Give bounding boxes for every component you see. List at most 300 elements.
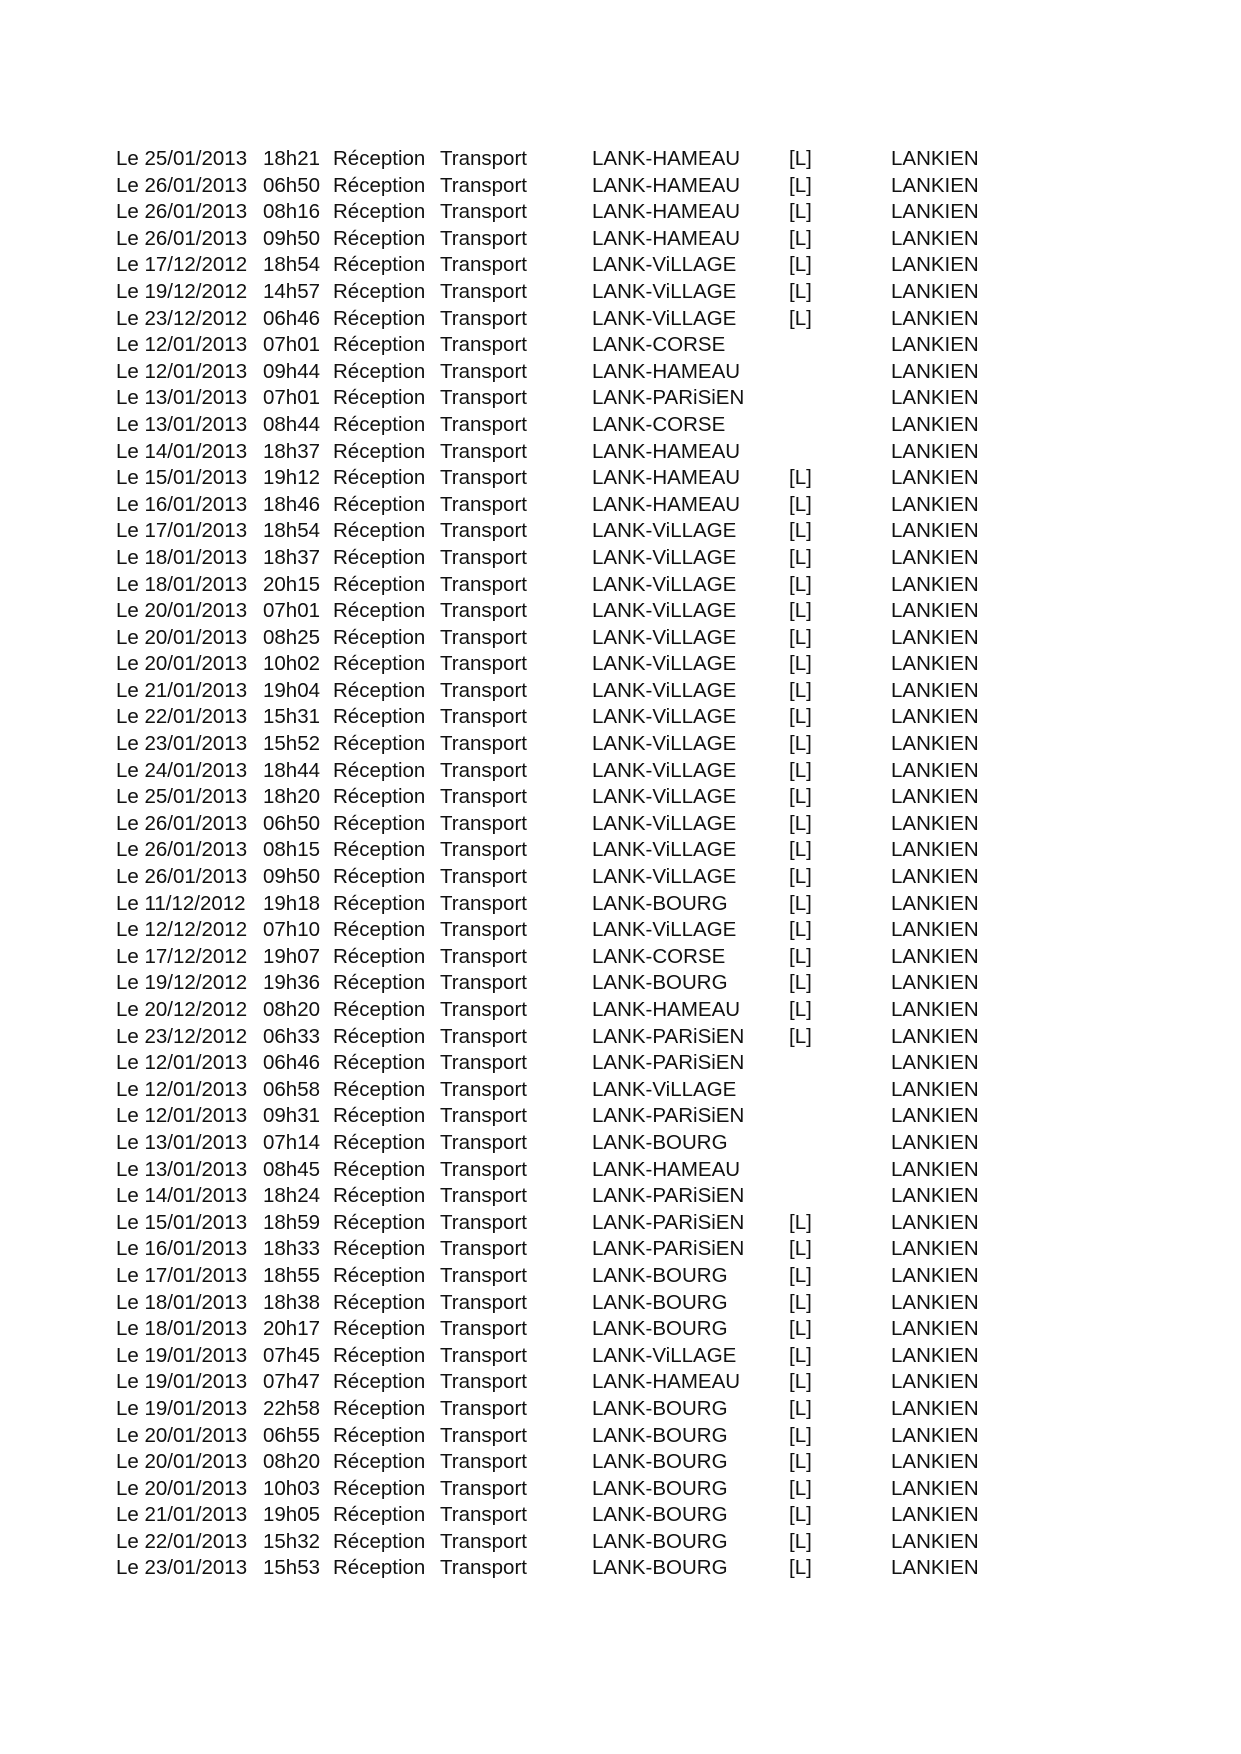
category-cell: Transport [440, 971, 527, 995]
time-cell: 06h46 [263, 306, 321, 330]
user-cell: LANKIEN [891, 253, 979, 277]
destination-cell: LANK-BOURG [592, 1423, 728, 1447]
category-cell: Transport [440, 705, 527, 729]
date-cell: Le 21/01/2013 [116, 678, 248, 702]
type-cell: Réception [333, 306, 426, 330]
table-row [0, 385, 1241, 412]
type-cell: Réception [333, 466, 426, 490]
category-cell: Transport [440, 1396, 527, 1420]
date-cell: Le 12/01/2013 [116, 333, 248, 357]
category-cell: Transport [440, 253, 527, 277]
time-cell: 18h24 [263, 1184, 321, 1208]
flag-cell: [L] [789, 147, 812, 170]
type-cell: Réception [333, 891, 426, 915]
date-cell: Le 12/01/2013 [116, 1077, 248, 1101]
destination-cell: LANK-ViLLAGE [592, 705, 737, 729]
category-cell: Transport [440, 1529, 527, 1553]
category-cell: Transport [440, 1130, 527, 1154]
destination-cell: LANK-ViLLAGE [592, 306, 737, 330]
date-cell: Le 16/01/2013 [116, 492, 248, 516]
date-cell: Le 23/12/2012 [116, 1024, 248, 1048]
time-cell: 19h07 [263, 944, 321, 968]
type-cell: Réception [333, 1157, 426, 1181]
user-cell: LANKIEN [891, 1503, 979, 1527]
date-cell: Le 22/01/2013 [116, 705, 248, 729]
type-cell: Réception [333, 758, 426, 782]
user-cell: LANKIEN [891, 1290, 979, 1314]
table-row [0, 944, 1241, 971]
user-cell: LANKIEN [891, 279, 979, 303]
table-row [0, 279, 1241, 306]
type-cell: Réception [333, 918, 426, 942]
flag-cell: [L] [789, 732, 812, 756]
date-cell: Le 13/01/2013 [116, 412, 248, 436]
category-cell: Transport [440, 412, 527, 436]
user-cell: LANKIEN [891, 147, 979, 170]
flag-cell: [L] [789, 652, 812, 676]
category-cell: Transport [440, 998, 527, 1021]
category-cell: Transport [440, 1343, 527, 1367]
time-cell: 18h55 [263, 1263, 321, 1287]
destination-cell: LANK-BOURG [592, 1450, 728, 1474]
time-cell: 19h05 [263, 1503, 321, 1527]
user-cell: LANKIEN [891, 1157, 979, 1181]
date-cell: Le 26/01/2013 [116, 226, 248, 250]
category-cell: Transport [440, 811, 527, 835]
type-cell: Réception [333, 1343, 426, 1367]
destination-cell: LANK-HAMEAU [592, 466, 741, 490]
date-cell: Le 15/01/2013 [116, 466, 248, 490]
table-row [0, 1210, 1241, 1237]
destination-cell: LANK-CORSE [592, 333, 726, 357]
user-cell: LANKIEN [891, 705, 979, 729]
date-cell: Le 17/01/2013 [116, 1263, 248, 1287]
flag-cell: [L] [789, 678, 812, 702]
category-cell: Transport [440, 519, 527, 543]
destination-cell: LANK-ViLLAGE [592, 865, 737, 889]
table-row [0, 1024, 1241, 1051]
time-cell: 18h38 [263, 1290, 321, 1314]
flag-cell: [L] [789, 466, 812, 490]
time-cell: 06h58 [263, 1077, 321, 1101]
date-cell: Le 18/01/2013 [116, 1317, 248, 1341]
flag-cell: [L] [789, 226, 812, 250]
date-cell: Le 20/12/2012 [116, 998, 248, 1021]
type-cell: Réception [333, 492, 426, 516]
time-cell: 18h20 [263, 785, 321, 809]
date-cell: Le 23/12/2012 [116, 306, 248, 330]
user-cell: LANKIEN [891, 678, 979, 702]
table-row [0, 864, 1241, 891]
destination-cell: LANK-ViLLAGE [592, 1343, 737, 1367]
table-row [0, 572, 1241, 599]
user-cell: LANKIEN [891, 838, 979, 862]
category-cell: Transport [440, 147, 527, 170]
category-cell: Transport [440, 1157, 527, 1181]
user-cell: LANKIEN [891, 758, 979, 782]
flag-cell: [L] [789, 492, 812, 516]
destination-cell: LANK-ViLLAGE [592, 838, 737, 862]
flag-cell: [L] [789, 625, 812, 649]
table-row [0, 173, 1241, 200]
table-row [0, 1343, 1241, 1370]
category-cell: Transport [440, 226, 527, 250]
destination-cell: LANK-ViLLAGE [592, 811, 737, 835]
category-cell: Transport [440, 1237, 527, 1261]
user-cell: LANKIEN [891, 891, 979, 915]
time-cell: 07h45 [263, 1343, 321, 1367]
table-row [0, 731, 1241, 758]
time-cell: 18h54 [263, 519, 321, 543]
user-cell: LANKIEN [891, 865, 979, 889]
table-row [0, 226, 1241, 253]
destination-cell: LANK-BOURG [592, 1290, 728, 1314]
type-cell: Réception [333, 652, 426, 676]
category-cell: Transport [440, 1370, 527, 1394]
table-row [0, 758, 1241, 785]
type-cell: Réception [333, 1450, 426, 1474]
flag-cell: [L] [789, 998, 812, 1021]
time-cell: 08h20 [263, 998, 321, 1021]
type-cell: Réception [333, 519, 426, 543]
user-cell: LANKIEN [891, 1210, 979, 1234]
time-cell: 19h36 [263, 971, 321, 995]
type-cell: Réception [333, 572, 426, 596]
user-cell: LANKIEN [891, 173, 979, 197]
destination-cell: LANK-BOURG [592, 1396, 728, 1420]
type-cell: Réception [333, 1290, 426, 1314]
date-cell: Le 16/01/2013 [116, 1237, 248, 1261]
category-cell: Transport [440, 1210, 527, 1234]
flag-cell: [L] [789, 1529, 812, 1553]
destination-cell: LANK-ViLLAGE [592, 732, 737, 756]
user-cell: LANKIEN [891, 1450, 979, 1474]
category-cell: Transport [440, 200, 527, 224]
date-cell: Le 25/01/2013 [116, 147, 248, 170]
time-cell: 07h01 [263, 386, 321, 410]
destination-cell: LANK-HAMEAU [592, 147, 741, 170]
category-cell: Transport [440, 838, 527, 862]
date-cell: Le 12/01/2013 [116, 1104, 248, 1128]
table-row [0, 412, 1241, 439]
date-cell: Le 14/01/2013 [116, 1184, 248, 1208]
destination-cell: LANK-HAMEAU [592, 200, 741, 224]
table-row [0, 1316, 1241, 1343]
category-cell: Transport [440, 944, 527, 968]
type-cell: Réception [333, 1237, 426, 1261]
category-cell: Transport [440, 333, 527, 357]
date-cell: Le 19/12/2012 [116, 279, 248, 303]
type-cell: Réception [333, 1263, 426, 1287]
date-cell: Le 22/01/2013 [116, 1529, 248, 1553]
category-cell: Transport [440, 1423, 527, 1447]
flag-cell: [L] [789, 1503, 812, 1527]
date-cell: Le 17/01/2013 [116, 519, 248, 543]
destination-cell: LANK-PARiSiEN [592, 1024, 745, 1048]
category-cell: Transport [440, 865, 527, 889]
date-cell: Le 19/01/2013 [116, 1343, 248, 1367]
destination-cell: LANK-BOURG [592, 1476, 728, 1500]
date-cell: Le 15/01/2013 [116, 1210, 248, 1234]
user-cell: LANKIEN [891, 1343, 979, 1367]
date-cell: Le 26/01/2013 [116, 838, 248, 862]
table-row [0, 811, 1241, 838]
table-row [0, 306, 1241, 333]
user-cell: LANKIEN [891, 1051, 979, 1075]
type-cell: Réception [333, 1423, 426, 1447]
date-cell: Le 12/01/2013 [116, 1051, 248, 1075]
table-row [0, 1263, 1241, 1290]
user-cell: LANKIEN [891, 572, 979, 596]
flag-cell: [L] [789, 705, 812, 729]
date-cell: Le 13/01/2013 [116, 386, 248, 410]
type-cell: Réception [333, 1556, 426, 1580]
table-row [0, 891, 1241, 918]
category-cell: Transport [440, 439, 527, 463]
category-cell: Transport [440, 918, 527, 942]
date-cell: Le 20/01/2013 [116, 652, 248, 676]
flag-cell: [L] [789, 1476, 812, 1500]
user-cell: LANKIEN [891, 386, 979, 410]
time-cell: 18h33 [263, 1237, 321, 1261]
table-row [0, 146, 1241, 173]
type-cell: Réception [333, 226, 426, 250]
destination-cell: LANK-ViLLAGE [592, 572, 737, 596]
table-row [0, 598, 1241, 625]
table-row [0, 492, 1241, 519]
table-row [0, 1396, 1241, 1423]
date-cell: Le 20/01/2013 [116, 1423, 248, 1447]
category-cell: Transport [440, 306, 527, 330]
time-cell: 18h59 [263, 1210, 321, 1234]
table-row [0, 1476, 1241, 1503]
user-cell: LANKIEN [891, 1317, 979, 1341]
time-cell: 08h20 [263, 1450, 321, 1474]
category-cell: Transport [440, 1556, 527, 1580]
destination-cell: LANK-HAMEAU [592, 173, 741, 197]
user-cell: LANKIEN [891, 785, 979, 809]
date-cell: Le 19/12/2012 [116, 971, 248, 995]
date-cell: Le 19/01/2013 [116, 1370, 248, 1394]
destination-cell: LANK-ViLLAGE [592, 279, 737, 303]
user-cell: LANKIEN [891, 944, 979, 968]
date-cell: Le 17/12/2012 [116, 253, 248, 277]
type-cell: Réception [333, 865, 426, 889]
category-cell: Transport [440, 1263, 527, 1287]
user-cell: LANKIEN [891, 1184, 979, 1208]
user-cell: LANKIEN [891, 1423, 979, 1447]
type-cell: Réception [333, 971, 426, 995]
category-cell: Transport [440, 1476, 527, 1500]
type-cell: Réception [333, 678, 426, 702]
time-cell: 10h02 [263, 652, 321, 676]
date-cell: Le 20/01/2013 [116, 1476, 248, 1500]
table-row [0, 837, 1241, 864]
flag-cell: [L] [789, 1237, 812, 1261]
time-cell: 18h54 [263, 253, 321, 277]
category-cell: Transport [440, 732, 527, 756]
user-cell: LANKIEN [891, 226, 979, 250]
category-cell: Transport [440, 785, 527, 809]
destination-cell: LANK-BOURG [592, 1556, 728, 1580]
flag-cell: [L] [789, 173, 812, 197]
user-cell: LANKIEN [891, 971, 979, 995]
user-cell: LANKIEN [891, 811, 979, 835]
category-cell: Transport [440, 545, 527, 569]
flag-cell: [L] [789, 944, 812, 968]
user-cell: LANKIEN [891, 1104, 979, 1128]
destination-cell: LANK-CORSE [592, 944, 726, 968]
type-cell: Réception [333, 439, 426, 463]
flag-cell: [L] [789, 1210, 812, 1234]
destination-cell: LANK-HAMEAU [592, 439, 741, 463]
date-cell: Le 23/01/2013 [116, 1556, 248, 1580]
category-cell: Transport [440, 678, 527, 702]
destination-cell: LANK-PARiSiEN [592, 1210, 745, 1234]
destination-cell: LANK-ViLLAGE [592, 918, 737, 942]
destination-cell: LANK-ViLLAGE [592, 758, 737, 782]
flag-cell: [L] [789, 200, 812, 224]
date-cell: Le 17/12/2012 [116, 944, 248, 968]
type-cell: Réception [333, 1024, 426, 1048]
user-cell: LANKIEN [891, 1396, 979, 1420]
type-cell: Réception [333, 1370, 426, 1394]
table-row [0, 704, 1241, 731]
destination-cell: LANK-ViLLAGE [592, 1077, 737, 1101]
table-row [0, 465, 1241, 492]
table-row [0, 1130, 1241, 1157]
table-row [0, 784, 1241, 811]
user-cell: LANKIEN [891, 732, 979, 756]
time-cell: 18h37 [263, 439, 321, 463]
destination-cell: LANK-PARiSiEN [592, 1051, 745, 1075]
category-cell: Transport [440, 386, 527, 410]
time-cell: 09h44 [263, 359, 321, 383]
table-row [0, 651, 1241, 678]
user-cell: LANKIEN [891, 519, 979, 543]
date-cell: Le 19/01/2013 [116, 1396, 248, 1420]
transport-log-table [0, 146, 1241, 1582]
user-cell: LANKIEN [891, 625, 979, 649]
category-cell: Transport [440, 359, 527, 383]
type-cell: Réception [333, 1104, 426, 1128]
table-row [0, 997, 1241, 1024]
destination-cell: LANK-BOURG [592, 1263, 728, 1287]
flag-cell: [L] [789, 253, 812, 277]
table-row [0, 252, 1241, 279]
type-cell: Réception [333, 1529, 426, 1553]
time-cell: 20h17 [263, 1317, 321, 1341]
user-cell: LANKIEN [891, 466, 979, 490]
type-cell: Réception [333, 412, 426, 436]
date-cell: Le 18/01/2013 [116, 545, 248, 569]
table-row [0, 439, 1241, 466]
flag-cell: [L] [789, 811, 812, 835]
user-cell: LANKIEN [891, 306, 979, 330]
user-cell: LANKIEN [891, 998, 979, 1021]
type-cell: Réception [333, 545, 426, 569]
category-cell: Transport [440, 1024, 527, 1048]
table-row [0, 625, 1241, 652]
table-row [0, 1290, 1241, 1317]
destination-cell: LANK-HAMEAU [592, 1370, 741, 1394]
table-row [0, 678, 1241, 705]
destination-cell: LANK-CORSE [592, 412, 726, 436]
flag-cell: [L] [789, 306, 812, 330]
destination-cell: LANK-BOURG [592, 971, 728, 995]
user-cell: LANKIEN [891, 1077, 979, 1101]
type-cell: Réception [333, 173, 426, 197]
type-cell: Réception [333, 599, 426, 623]
type-cell: Réception [333, 785, 426, 809]
category-cell: Transport [440, 1104, 527, 1128]
time-cell: 07h01 [263, 333, 321, 357]
category-cell: Transport [440, 652, 527, 676]
time-cell: 10h03 [263, 1476, 321, 1500]
time-cell: 07h14 [263, 1130, 321, 1154]
category-cell: Transport [440, 279, 527, 303]
type-cell: Réception [333, 811, 426, 835]
type-cell: Réception [333, 1396, 426, 1420]
flag-cell: [L] [789, 865, 812, 889]
table-row [0, 1555, 1241, 1582]
flag-cell: [L] [789, 1024, 812, 1048]
user-cell: LANKIEN [891, 1529, 979, 1553]
category-cell: Transport [440, 492, 527, 516]
type-cell: Réception [333, 1130, 426, 1154]
time-cell: 07h01 [263, 599, 321, 623]
type-cell: Réception [333, 625, 426, 649]
user-cell: LANKIEN [891, 1237, 979, 1261]
type-cell: Réception [333, 147, 426, 170]
table-row [0, 1077, 1241, 1104]
category-cell: Transport [440, 1317, 527, 1341]
time-cell: 15h31 [263, 705, 321, 729]
time-cell: 09h50 [263, 865, 321, 889]
destination-cell: LANK-PARiSiEN [592, 1104, 745, 1128]
flag-cell: [L] [789, 891, 812, 915]
category-cell: Transport [440, 1503, 527, 1527]
category-cell: Transport [440, 1051, 527, 1075]
destination-cell: LANK-BOURG [592, 891, 728, 915]
flag-cell: [L] [789, 1263, 812, 1287]
destination-cell: LANK-ViLLAGE [592, 625, 737, 649]
time-cell: 06h33 [263, 1024, 321, 1048]
time-cell: 08h15 [263, 838, 321, 862]
table-row [0, 1449, 1241, 1476]
date-cell: Le 23/01/2013 [116, 732, 248, 756]
type-cell: Réception [333, 200, 426, 224]
destination-cell: LANK-ViLLAGE [592, 599, 737, 623]
date-cell: Le 20/01/2013 [116, 625, 248, 649]
flag-cell: [L] [789, 1556, 812, 1580]
destination-cell: LANK-ViLLAGE [592, 652, 737, 676]
type-cell: Réception [333, 279, 426, 303]
category-cell: Transport [440, 758, 527, 782]
type-cell: Réception [333, 1077, 426, 1101]
user-cell: LANKIEN [891, 1476, 979, 1500]
type-cell: Réception [333, 838, 426, 862]
user-cell: LANKIEN [891, 599, 979, 623]
date-cell: Le 21/01/2013 [116, 1503, 248, 1527]
user-cell: LANKIEN [891, 1130, 979, 1154]
type-cell: Réception [333, 253, 426, 277]
flag-cell: [L] [789, 1290, 812, 1314]
table-row [0, 970, 1241, 997]
table-row [0, 1369, 1241, 1396]
time-cell: 08h16 [263, 200, 321, 224]
category-cell: Transport [440, 173, 527, 197]
